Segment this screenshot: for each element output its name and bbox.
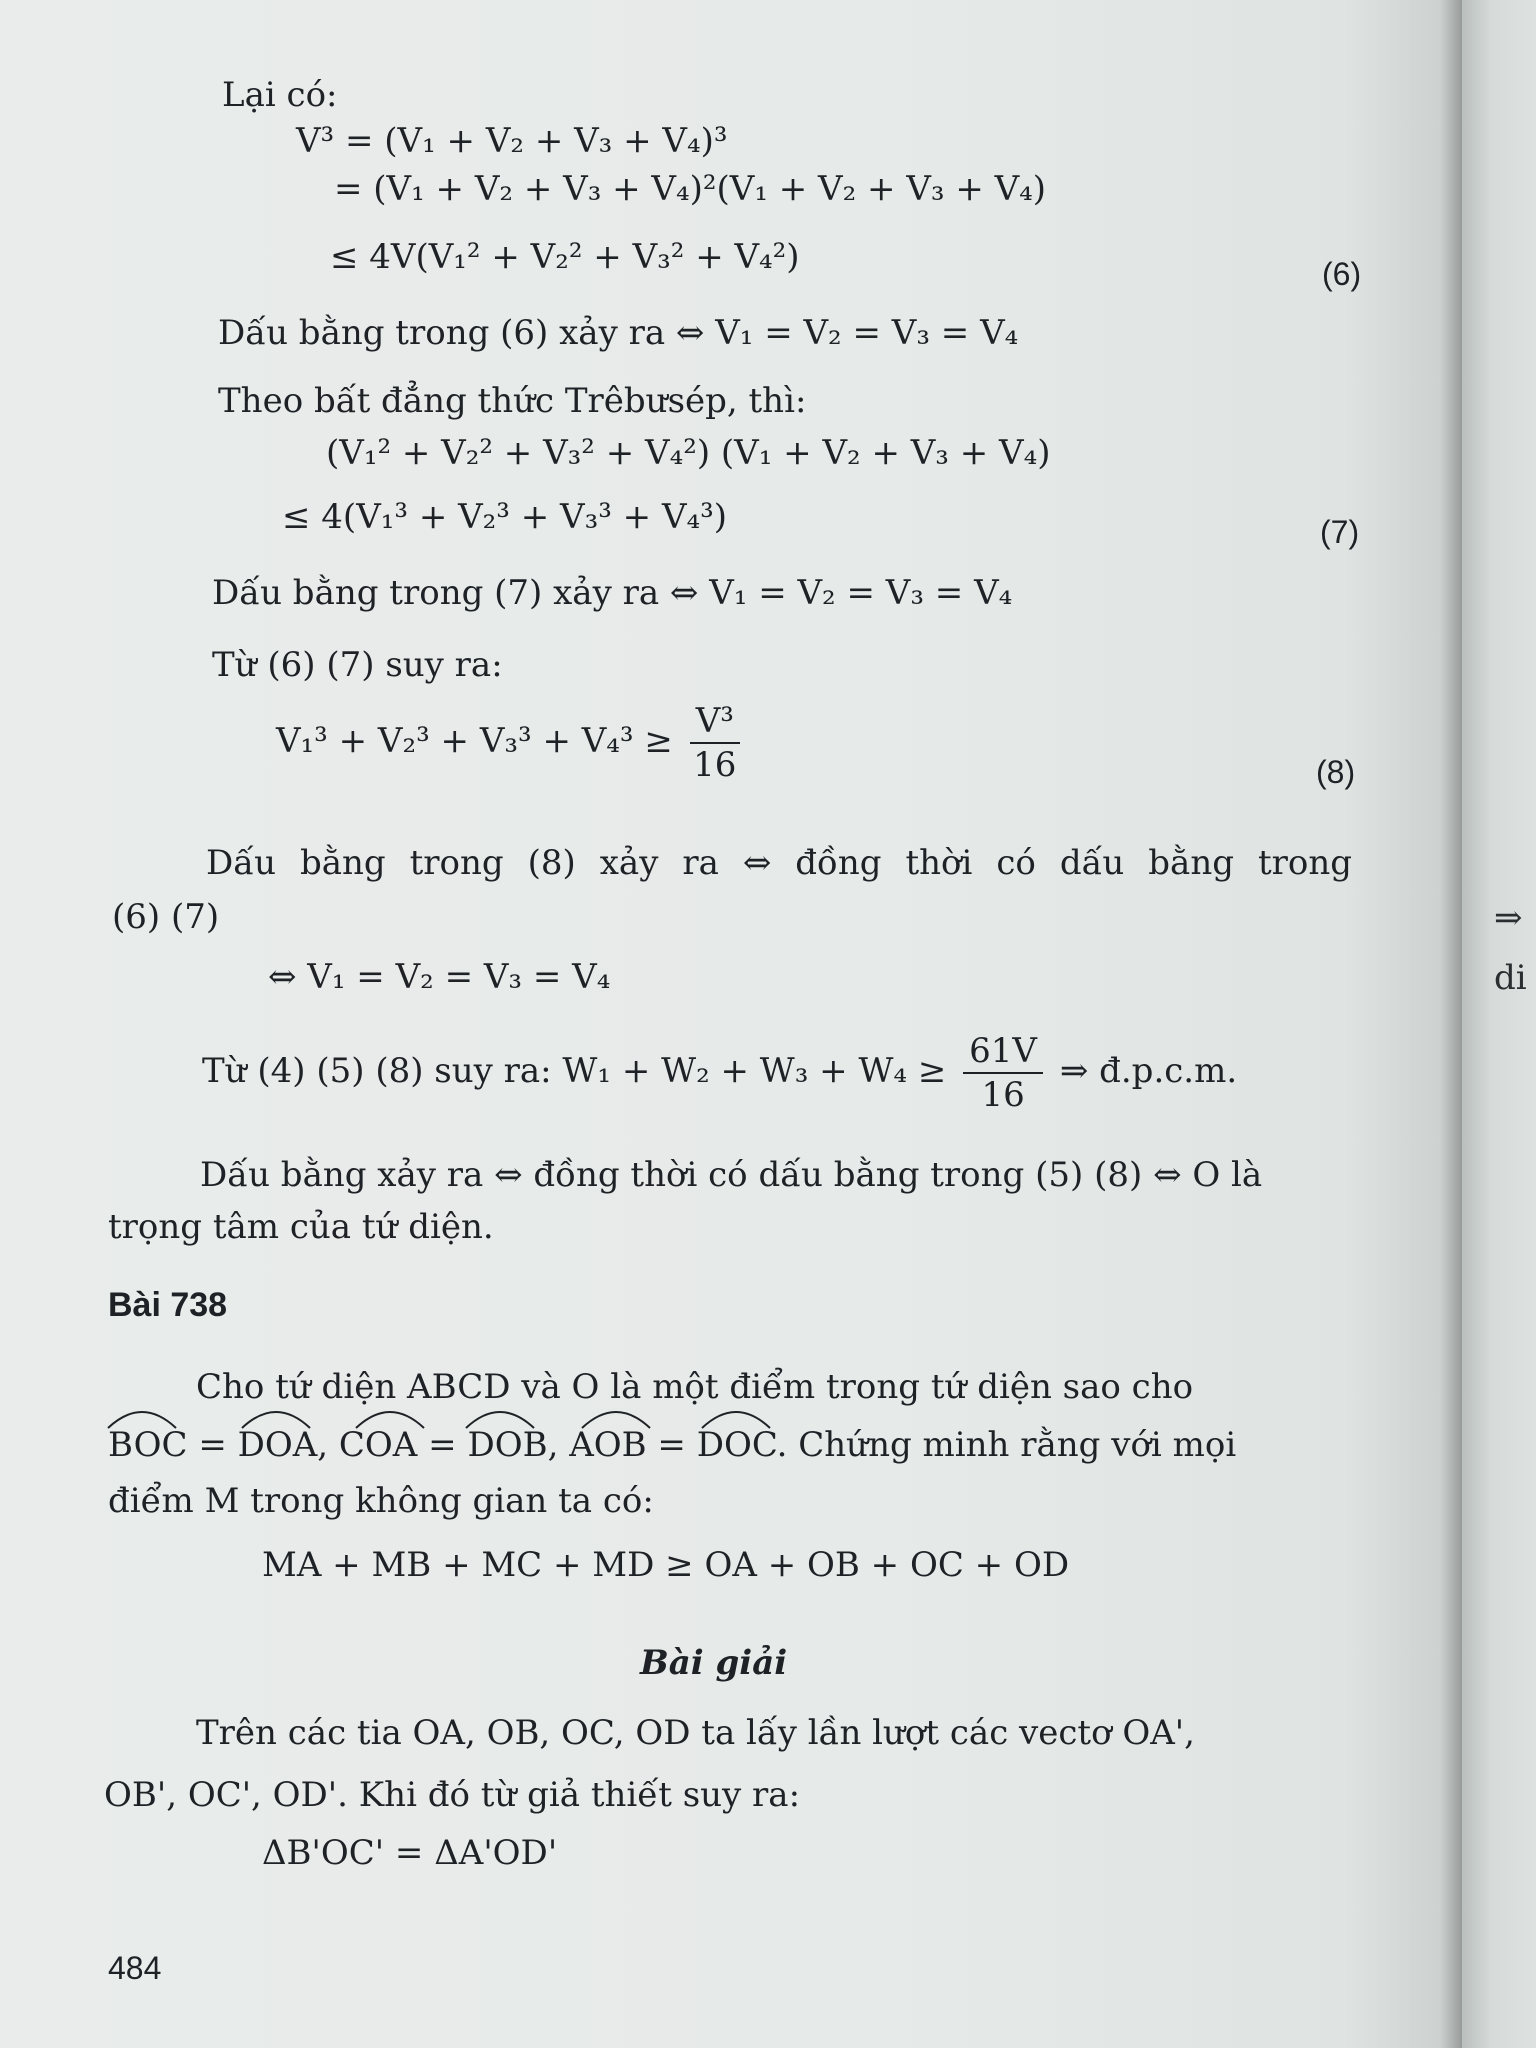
equation-line	[202, 1031, 1238, 1115]
fraction	[690, 701, 740, 785]
equation-number: (7)	[1320, 514, 1360, 550]
text-line: Dấu bằng trong (6) xảy ra ⇔ V₁ = V₂ = V₃ = V₄	[218, 313, 1019, 353]
problem-title: Bài 738	[108, 1286, 228, 1324]
equation-line: (V₁² + V₂² + V₃² + V₄²) (V₁ + V₂ + V₃ + V₄)	[326, 433, 1051, 473]
text-line: BOC = DOA, COA = DOB, AOB = DOC. Chứng minh rằng với mọi	[108, 1425, 1237, 1465]
equation-line: MA + MB + MC + MD ≥ OA + OB + OC + OD	[262, 1545, 1070, 1585]
fraction-numerator: 61V	[963, 1034, 1043, 1074]
text-line: OB', OC', OD'. Khi đó từ giả thiết suy ra:	[104, 1775, 801, 1815]
angle-hat	[582, 1412, 650, 1428]
equation-line: V³ = (V₁ + V₂ + V₃ + V₄)³	[296, 121, 728, 161]
equation-line: ΔB'OC' = ΔA'OD'	[262, 1833, 558, 1873]
equation-line: = (V₁ + V₂ + V₃ + V₄)²(V₁ + V₂ + V₃ + V₄)	[334, 169, 1047, 209]
text-line: Theo bất đẳng thức Trêbưsép, thì:	[218, 381, 807, 421]
conclusion-rhs: ⇒ đ.p.c.m.	[1059, 1051, 1238, 1091]
fraction-denominator: 16	[981, 1075, 1025, 1115]
equation-line: ≤ 4V(V₁² + V₂² + V₃² + V₄²)	[330, 237, 800, 277]
solution-title: Bài giải	[640, 1643, 788, 1683]
text-line: Dấu bằng xảy ra ⇔ đồng thời có dấu bằng trong (5) (8) ⇔ O là	[200, 1155, 1263, 1195]
fraction-denominator: 16	[693, 745, 737, 785]
angle-hat	[242, 1412, 310, 1428]
text-line: Từ (6) (7) suy ra:	[212, 645, 503, 685]
angle-hat	[108, 1412, 176, 1428]
text-line: Dấu bằng trong (8) xảy ra ⇔ đồng thời có dấu bằng trong	[206, 843, 1352, 883]
angle-hat	[466, 1412, 534, 1428]
text-line: Lại có:	[222, 75, 338, 115]
equation-number: (8)	[1316, 754, 1356, 790]
next-page-fragment: ⇒	[1494, 898, 1523, 938]
equation-number: (6)	[1322, 256, 1362, 292]
text-line: Trên các tia OA, OB, OC, OD ta lấy lần lượt các vectơ OA',	[196, 1713, 1195, 1753]
text-line: Dấu bằng trong (7) xảy ra ⇔ V₁ = V₂ = V₃ = V₄	[212, 573, 1013, 613]
angle-hat	[702, 1412, 770, 1428]
page-number: 484	[108, 1950, 162, 1986]
equation-line	[276, 701, 746, 785]
next-page-edge	[1462, 0, 1536, 2048]
next-page-fragment: di	[1494, 958, 1527, 998]
text-line: Cho tứ diện ABCD và O là một điểm trong tứ diện sao cho	[196, 1367, 1194, 1407]
page-spine-shadow	[1440, 0, 1462, 2048]
conclusion-lhs: Từ (4) (5) (8) suy ra: W₁ + W₂ + W₃ + W₄ ≥	[202, 1051, 947, 1091]
angle-hat	[356, 1412, 424, 1428]
fraction-numerator: V³	[690, 704, 740, 744]
equation-lhs: V₁³ + V₂³ + V₃³ + V₄³ ≥	[276, 721, 673, 761]
text-line: điểm M trong không gian ta có:	[108, 1481, 654, 1521]
angle-hat-marks	[104, 1392, 864, 1432]
text-line: trọng tâm của tứ diện.	[108, 1207, 494, 1247]
equation-line: ≤ 4(V₁³ + V₂³ + V₃³ + V₄³)	[282, 497, 728, 537]
fraction	[963, 1031, 1043, 1115]
equation-line: ⇔ V₁ = V₂ = V₃ = V₄	[268, 957, 611, 997]
text-line: (6) (7)	[112, 897, 220, 937]
